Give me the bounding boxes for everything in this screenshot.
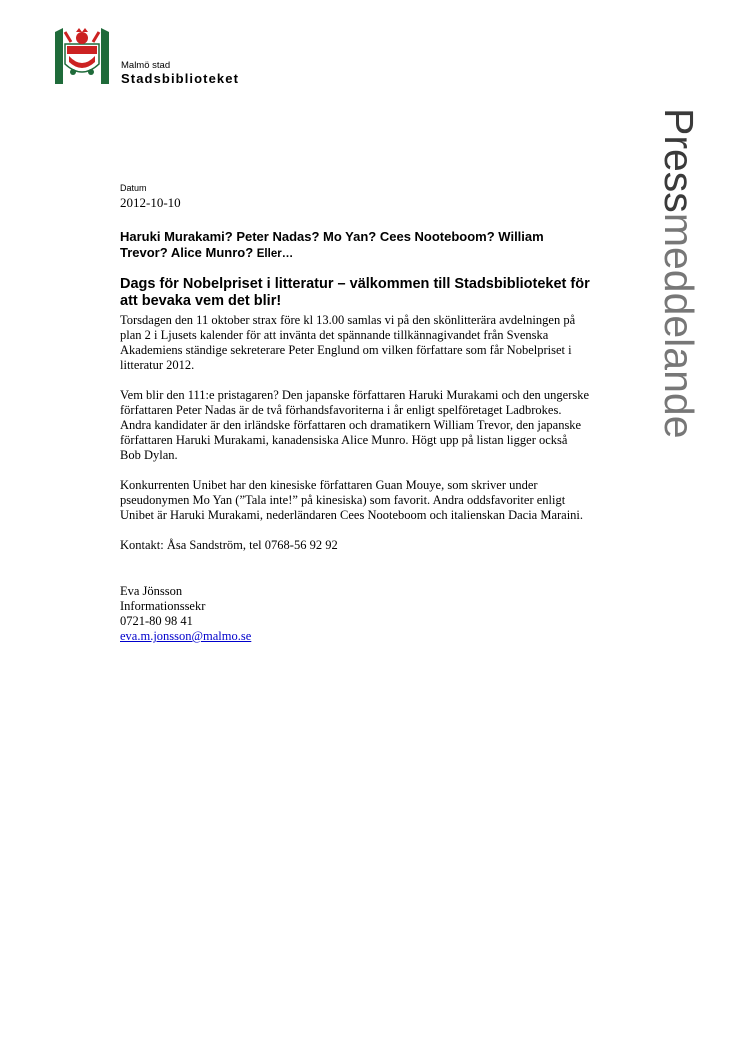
press-release-body [120,183,590,644]
malmo-coat-of-arms-icon [53,26,111,84]
signature-phone: 0721-80 98 41 [120,614,193,628]
org-name-label: Stadsbiblioteket [121,71,240,86]
org-small-label: Malmö stad [121,60,171,71]
kicker-main: Haruki Murakami? Peter Nadas? Mo Yan? Cees Nooteboom? William Trevor? Alice Munro? [120,229,544,260]
kicker-tail: Eller… [256,248,294,260]
headline: Dags för Nobelpriset i litteratur – välkommen till Stadsbiblioteket för att bevaka vem det blir! [120,276,590,309]
organization-name [121,60,239,87]
kicker [120,229,590,262]
signature-email-link[interactable]: eva.m.jonsson@malmo.se [120,629,252,643]
side-label-dark: Press [656,108,702,213]
side-label-pressmeddelande [610,108,710,548]
paragraph-3: Konkurrenten Unibet har den kinesiske författaren Guan Mouye, som skriver under pseudonymen Mo Yan (”Tala inte!” på kinesiska) som favorit. Andra oddsfavoriter enligt Unibet är Haruki Murakami, nederländaren Cees Nooteboom och italienskan Dacia Maraini. [120,478,584,522]
contact-line: Kontakt: Åsa Sandström, tel 0768-56 92 92 [120,538,338,552]
signature [120,584,590,644]
signature-title: Informationssekr [120,599,206,613]
paragraph-2: Vem blir den 111:e pristagaren? Den japanske författaren Haruki Murakami och den ungerske författaren Peter Nadas är de två förhandsfavoriterna i år enligt spelföretaget Ladbrokes. Andra kandidater är den irländske författaren och dramatikern William Trevor, den japanske författaren Haruki Murakami, kanadensiska Alice Munro. Högt upp på listan ligger också Bob Dylan. [120,388,590,462]
signature-name: Eva Jönsson [120,584,183,598]
side-label-light: meddelande [656,212,702,439]
date-label: Datum [120,183,147,193]
paragraph-1: Torsdagen den 11 oktober strax före kl 13.00 samlas vi på den skönlitterära avdelningen på plan 2 i Ljusets kalender för att invänta det spännande tillkännagivandet från Svenska Akademiens ständige sekreterare Peter Englund om vilken författare som får Nobelpriset i litteratur 2012. [120,313,576,372]
date-value: 2012-10-10 [120,195,181,210]
